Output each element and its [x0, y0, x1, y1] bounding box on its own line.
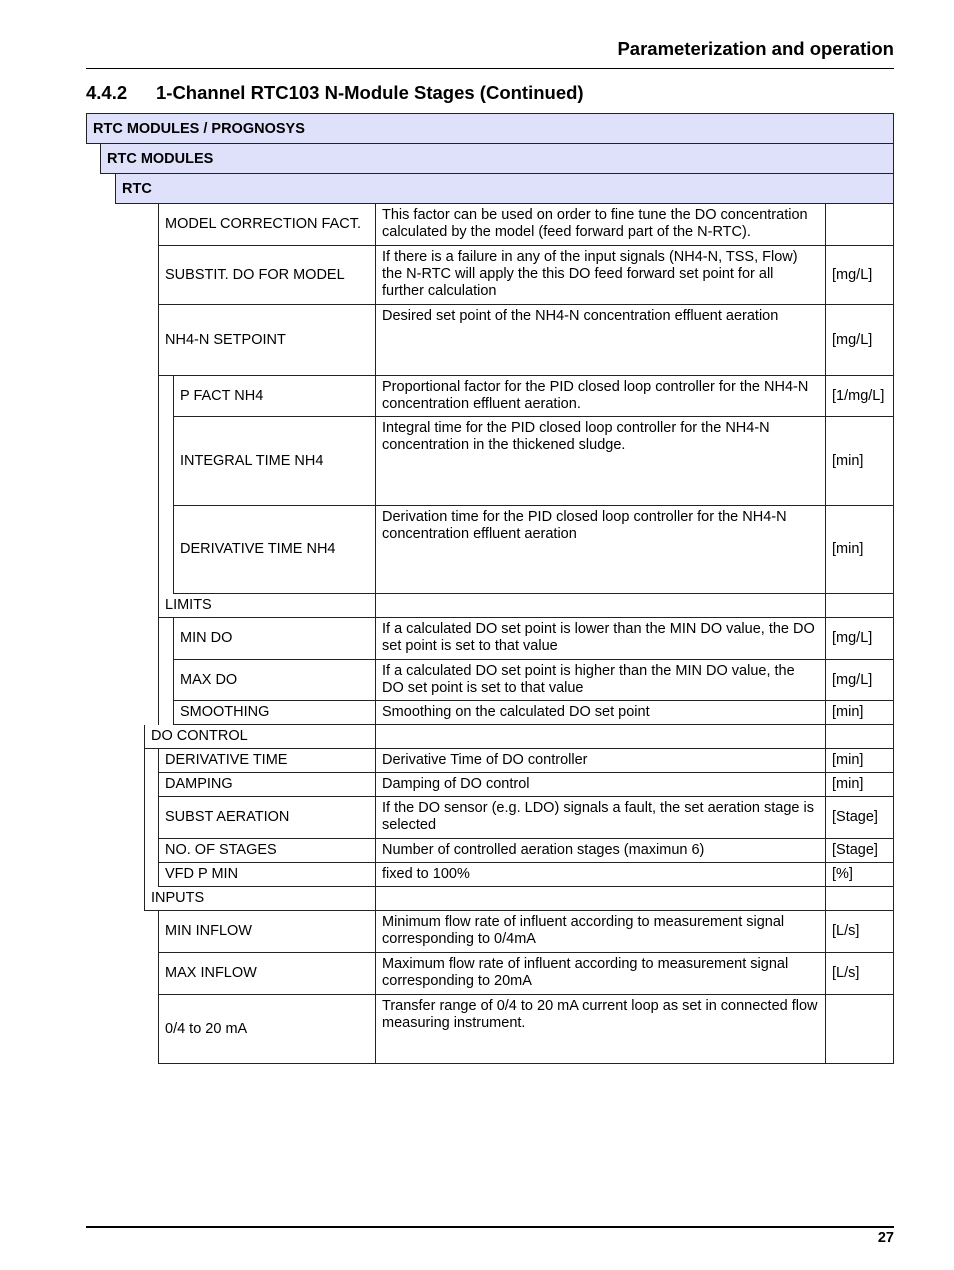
param-unit: [mg/L] [825, 246, 894, 305]
param-description: If a calculated DO set point is lower than the MIN DO value, the DO set point is set to that value [375, 618, 825, 660]
param-description: If a calculated DO set point is higher than the MIN DO value, the DO set point is set to that value [375, 660, 825, 701]
param-unit: [min] [825, 749, 894, 773]
param-description: Desired set point of the NH4-N concentration effluent aeration [375, 305, 825, 376]
param-description: Maximum flow rate of influent according to measurement signal corresponding to 20mA [375, 953, 825, 995]
param-name: MAX INFLOW [158, 953, 375, 995]
param-unit: [Stage] [825, 839, 894, 863]
param-unit: [%] [825, 863, 894, 887]
table-row [158, 911, 894, 953]
param-name: DO CONTROL [144, 725, 375, 749]
table-row [173, 618, 894, 660]
footer-divider [86, 1226, 894, 1228]
param-description: Smoothing on the calculated DO set point [375, 701, 825, 725]
param-unit [825, 995, 894, 1064]
param-description [375, 887, 825, 911]
param-name: NO. OF STAGES [158, 839, 375, 863]
table-row [158, 246, 894, 305]
param-name: MAX DO [173, 660, 375, 701]
param-unit: [Stage] [825, 797, 894, 839]
menu-path-level-1: RTC MODULES / PROGNOSYS [86, 113, 894, 144]
param-unit: [min] [825, 701, 894, 725]
param-description: Proportional factor for the PID closed loop controller for the NH4-N concentration effluent aeration. [375, 376, 825, 417]
table-row [158, 995, 894, 1064]
table-row [158, 773, 894, 797]
table-row [173, 701, 894, 725]
param-name: MIN INFLOW [158, 911, 375, 953]
table-row-group-inputs [144, 887, 894, 911]
param-unit: [mg/L] [825, 305, 894, 376]
section-title: 1-Channel RTC103 N-Module Stages (Continued) [156, 82, 584, 103]
table-row [158, 749, 894, 773]
indent-border [158, 618, 159, 725]
table-row [173, 660, 894, 701]
param-unit [825, 594, 894, 618]
param-unit [825, 725, 894, 749]
param-name: NH4-N SETPOINT [158, 305, 375, 376]
indent-border [158, 376, 159, 594]
param-description: Integral time for the PID closed loop controller for the NH4-N concentration in the thickened sludge. [375, 417, 825, 506]
table-row-group-limits [158, 594, 894, 618]
param-unit: [1/mg/L] [825, 376, 894, 417]
table-row [158, 797, 894, 839]
param-unit [825, 887, 894, 911]
menu-path-level-2: RTC MODULES [100, 143, 894, 174]
param-description: Minimum flow rate of influent according to measurement signal corresponding to 0/4mA [375, 911, 825, 953]
param-description: fixed to 100% [375, 863, 825, 887]
param-name: VFD P MIN [158, 863, 375, 887]
param-name: INPUTS [144, 887, 375, 911]
param-name: LIMITS [158, 594, 375, 618]
header-divider [86, 68, 894, 69]
param-description: If the DO sensor (e.g. LDO) signals a fault, the set aeration stage is selected [375, 797, 825, 839]
param-description: Transfer range of 0/4 to 20 mA current loop as set in connected flow measuring instrument. [375, 995, 825, 1064]
table-row [158, 839, 894, 863]
param-unit [825, 204, 894, 246]
section-heading [86, 82, 584, 104]
param-description: If there is a failure in any of the input signals (NH4-N, TSS, Flow) the N-RTC will apply the this DO feed forward set point for all further calculation [375, 246, 825, 305]
param-unit: [L/s] [825, 911, 894, 953]
param-name: P FACT NH4 [173, 376, 375, 417]
param-description [375, 725, 825, 749]
param-name: INTEGRAL TIME NH4 [173, 417, 375, 506]
table-row [158, 863, 894, 887]
param-name: DERIVATIVE TIME NH4 [173, 506, 375, 594]
param-unit: [min] [825, 506, 894, 594]
param-description: Number of controlled aeration stages (maximun 6) [375, 839, 825, 863]
param-unit: [L/s] [825, 953, 894, 995]
param-name: MIN DO [173, 618, 375, 660]
table-row [158, 305, 894, 376]
param-name: MODEL CORRECTION FACT. [158, 204, 375, 246]
table-row [173, 376, 894, 417]
param-unit: [mg/L] [825, 618, 894, 660]
running-header-title: Parameterization and operation [617, 38, 894, 59]
param-unit: [mg/L] [825, 660, 894, 701]
param-name: DERIVATIVE TIME [158, 749, 375, 773]
param-description: This factor can be used on order to fine tune the DO concentration calculated by the model (feed forward part of the N-RTC). [375, 204, 825, 246]
section-number: 4.4.2 [86, 82, 128, 103]
param-description: Derivation time for the PID closed loop controller for the NH4-N concentration effluent aeration [375, 506, 825, 594]
param-name: SUBSTIT. DO FOR MODEL [158, 246, 375, 305]
param-name: SMOOTHING [173, 701, 375, 725]
indent-border [144, 749, 145, 887]
page-number: 27 [877, 1230, 894, 1246]
param-name: SUBST AERATION [158, 797, 375, 839]
table-row [158, 204, 894, 246]
param-name: DAMPING [158, 773, 375, 797]
param-description: Derivative Time of DO controller [375, 749, 825, 773]
table-row-group-do-control [144, 725, 894, 749]
param-unit: [min] [825, 417, 894, 506]
param-description: Damping of DO control [375, 773, 825, 797]
table-row [158, 953, 894, 995]
menu-path-level-3: RTC [115, 173, 894, 204]
table-row [173, 417, 894, 506]
param-name: 0/4 to 20 mA [158, 995, 375, 1064]
table-row [173, 506, 894, 594]
param-unit: [min] [825, 773, 894, 797]
param-description [375, 594, 825, 618]
